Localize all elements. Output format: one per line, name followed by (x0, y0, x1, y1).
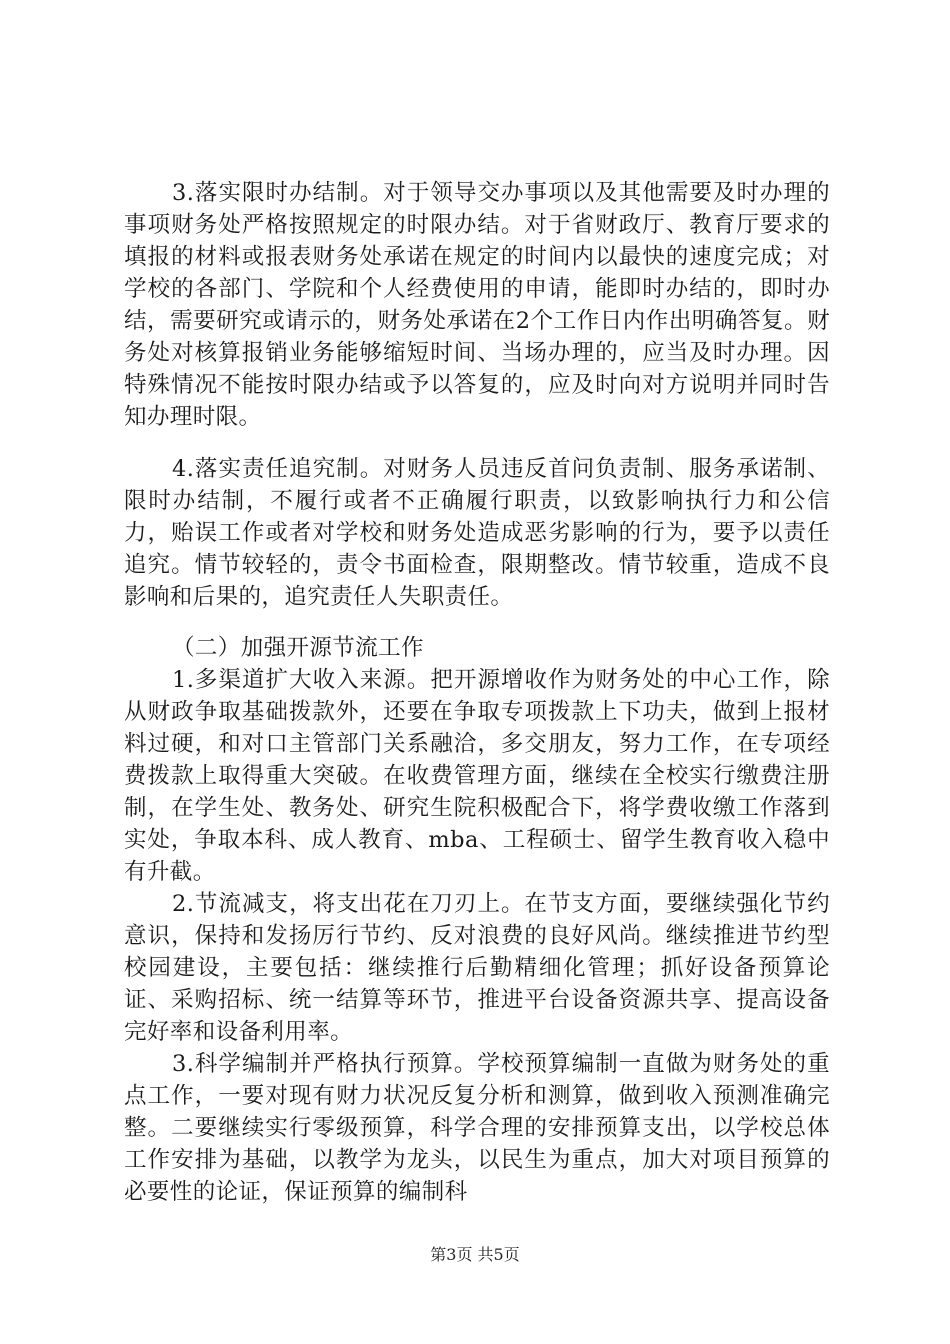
page-number-footer: 第3页 共5页 (430, 1245, 520, 1264)
paragraph-time-limit: 3.落实限时办结制。对于领导交办事项以及其他需要及时办理的事项财务处严格按照规定的时限办结。对于省财政厅、教育厅要求的填报的材料或报表财务处承诺在规定的时间内以最快的速度完成；对学校的各部门、学院和个人经费使用的申请，能即时办结的，即时办结，需要研究或请示的，财务处承诺在2个工作日内作出明确答复。财务处对核算报销业务能够缩短时间、当场办理的，应当及时办理。因特殊情况不能按时限办结或予以答复的，应及时向对方说明并同时告知办理时限。 (124, 180, 830, 430)
paragraph-revenue: 1.多渠道扩大收入来源。把开源增收作为财务处的中心工作，除从财政争取基础拨款外，还要在争取专项拨款上下功夫，做到上报材料过硬，和对口主管部门关系融洽，多交朋友，努力工作，在专项经费拨款上取得重大突破。在收费管理方面，继续在全校实行缴费注册制，在学生处、教务处、研究生院积极配合下，将学费收缴工作落到实处，争取本科、成人教育、mba、工程硕士、留学生教育收入稳中有升截。 (124, 667, 830, 885)
paragraph-accountability: 4.落实责任追究制。对财务人员违反首问负责制、服务承诺制、限时办结制，不履行或者不正确履行职责，以致影响执行力和公信力，贻误工作或者对学校和财务处造成恶劣影响的行为，要予以责任追究。情节较轻的，责令书面检查，限期整改。情节较重，造成不良影响和后果的，追究责任人失职责任。 (124, 456, 830, 610)
section-heading: （二）加强开源节流工作 (172, 635, 424, 661)
paragraph-budget: 3.科学编制并严格执行预算。学校预算编制一直做为财务处的重点工作，一要对现有财力状况反复分析和测算，做到收入预测准确完整。二要继续实行零级预算，科学合理的安排预算支出，以学校总体工作安排为基础，以教学为龙头，以民生为重点，加大对项目预算的必要性的论证，保证预算的编制科 (124, 1051, 830, 1205)
paragraph-cost-saving: 2.节流减支，将支出花在刀刃上。在节支方面，要继续强化节约意识，保持和发扬厉行节约、反对浪费的良好风尚。继续推进节约型校园建设，主要包括：继续推行后勤精细化管理；抓好设备预算论证、采购招标、统一结算等环节，推进平台设备资源共享、提高设备完好率和设备利用率。 (124, 891, 830, 1045)
